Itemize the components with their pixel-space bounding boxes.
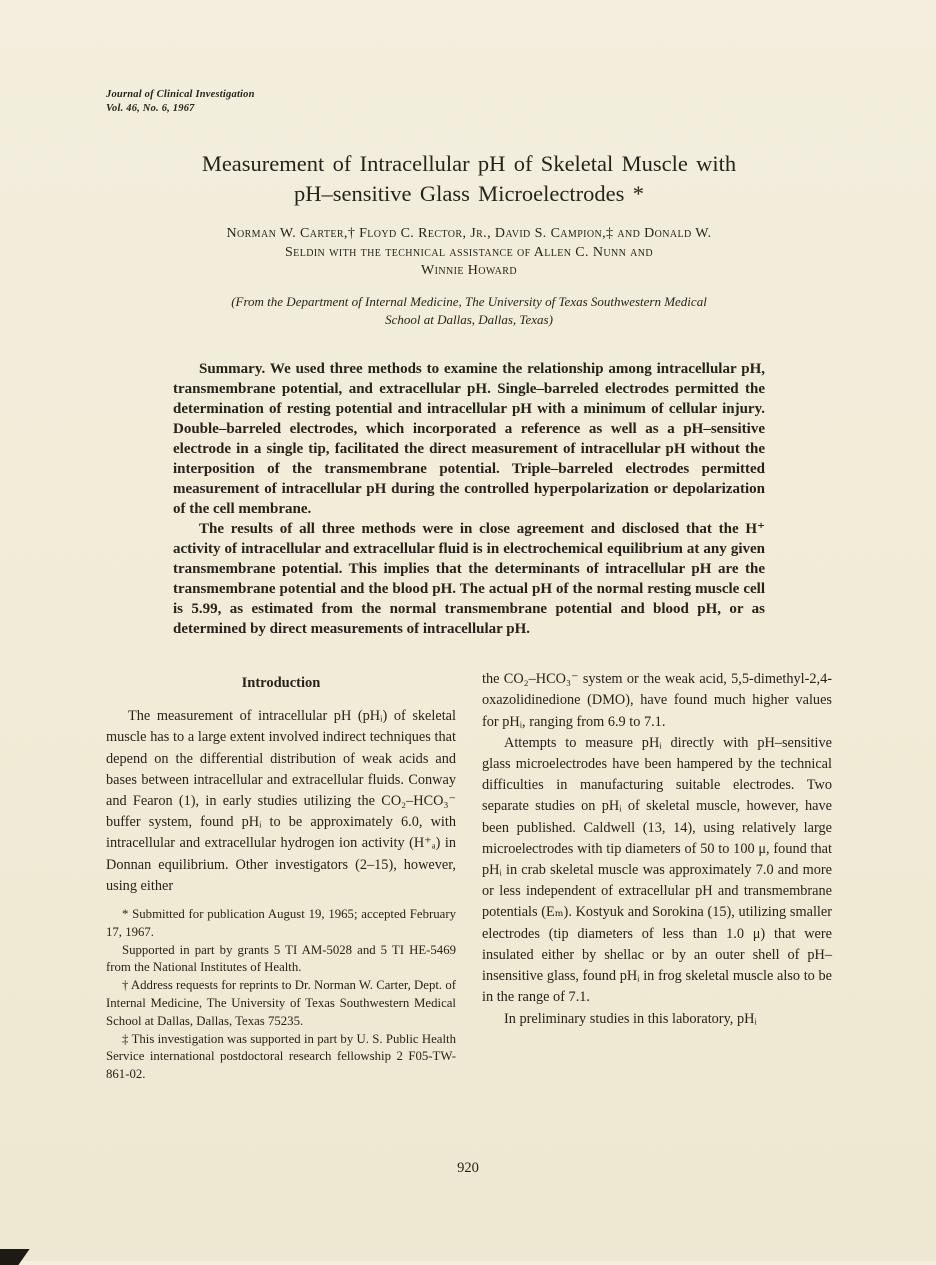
summary-label: Summary. — [199, 361, 266, 378]
affiliation — [106, 293, 832, 329]
journal-issue: Vol. 46, No. 6, 1967 — [106, 102, 195, 114]
summary-section — [173, 359, 765, 639]
summary-text-1: We used three methods to examine the relationship among intracellular pH, transmembrane potential, and extracellular pH. Single–barreled electrodes permitted the determination of resting potential and intracellular pH with a minimum of cellular injury. Double–barreled electrodes, which incorporated a reference as well as a pH–sensitive electrode in a single tip, facilitated the direct measurement of intracellular pH without the interposition of the transmembrane potential. Triple–barreled electrodes permitted measurement of intracellular pH during the controlled hyperpolarization or depolarization of the cell membrane. — [173, 361, 765, 518]
introduction-heading: Introduction — [241, 675, 321, 692]
article-title-line1: Measurement of Intracellular pH of Skeletal Muscle with — [201, 150, 737, 176]
authors-line1: Norman W. Carter,† Floyd C. Rector, Jr., David S. Campion,‡ and Donald W. — [226, 226, 712, 242]
footnote-3: † Address requests for reprints to Dr. Norman W. Carter, Dept. of Internal Medicine, The University of Texas Southwestern Medical School at Dallas, Dallas, Texas 75235. — [106, 978, 456, 1028]
body-paragraph-3: In preliminary studies in this laboratory, pHᵢ — [504, 1010, 757, 1027]
journal-name: Journal of Clinical Investigation — [106, 89, 255, 100]
two-column-body — [106, 669, 832, 1084]
footnote-2: Supported in part by grants 5 TI AM-5028 and 5 TI HE-5469 from the National Institutes of Health. — [106, 942, 456, 975]
article-title — [106, 149, 832, 210]
left-column — [106, 669, 456, 1084]
authors-line2: Seldin with the technical assistance of Allen C. Nunn and — [285, 244, 653, 260]
author-list — [106, 225, 832, 280]
footnote-4: ‡ This investigation was supported in part by U. S. Public Health Service international postdoctoral research fellowship 2 F05-TW-861-02. — [106, 1031, 456, 1082]
footnote-1: * Submitted for publication August 19, 1965; accepted February 17, 1967. — [106, 907, 456, 939]
summary-paragraph-1 — [173, 359, 765, 519]
scan-artifact — [0, 1249, 30, 1265]
footnotes — [106, 906, 456, 1084]
affiliation-line2: School at Dallas, Dallas, Texas) — [385, 312, 553, 328]
intro-paragraph: The measurement of intracellular pH (pHᵢ) of skeletal muscle has to a large extent involved indirect techniques that depend on the differential distribution of weak acids and bases between intracellular and extracellular fluids. Conway and Fearon (1), in early studies utilizing the CO₂–HCO₃⁻ buffer system, found pHᵢ to be approximately 6.0, with intracellular and extracellular hydrogen ion activity (H⁺ₐ) in Donnan equilibrium. Other investigators (2–15), however, using either — [106, 708, 456, 894]
authors-line3: Winnie Howard — [421, 263, 517, 279]
journal-header — [106, 88, 832, 116]
right-column — [482, 669, 832, 1084]
article-title-line2: pH–sensitive Glass Microelectrodes * — [294, 181, 644, 207]
summary-paragraph-2: The results of all three methods were in close agreement and disclosed that the H⁺ activity of intracellular and extracellular fluid is in electrochemical equilibrium at any given transmembrane potential. This implies that the determinants of intracellular pH are the transmembrane potential and the blood pH. The actual pH of the normal resting muscle cell is 5.99, as estimated from the normal transmembrane potential and blood pH, or as determined by direct measurements of intracellular pH. — [173, 521, 765, 638]
body-paragraph-continuation: the CO₂–HCO₃⁻ system or the weak acid, 5,5-dimethyl-2,4-oxazolidinedione (DMO), have found much higher values for pHᵢ, ranging from 6.9 to 7.1. — [482, 671, 832, 730]
affiliation-line1: (From the Department of Internal Medicine, The University of Texas Southwestern Medical — [231, 293, 707, 309]
page-number: 920 — [457, 1160, 479, 1176]
body-paragraph-2: Attempts to measure pHᵢ directly with pH–sensitive glass microelectrodes have been hampered by the technical difficulties in manufacturing suitable electrodes. Two separate studies on pHᵢ of skeletal muscle, however, have been published. Caldwell (13, 14), using relatively large microelectrodes with tip diameters of 50 to 100 μ, found that pHᵢ in crab skeletal muscle was approximately 7.0 and more or less independent of extracellular pH and transmembrane potentials (Eₘ). Kostyuk and Sorokina (15), utilizing smaller electrodes (tip diameters of less than 1.0 μ) that were insulated either by shellac or by an outer shell of pH–insensitive glass, found pHᵢ in frog skeletal muscle also to be in the range of 7.1. — [482, 734, 832, 1006]
